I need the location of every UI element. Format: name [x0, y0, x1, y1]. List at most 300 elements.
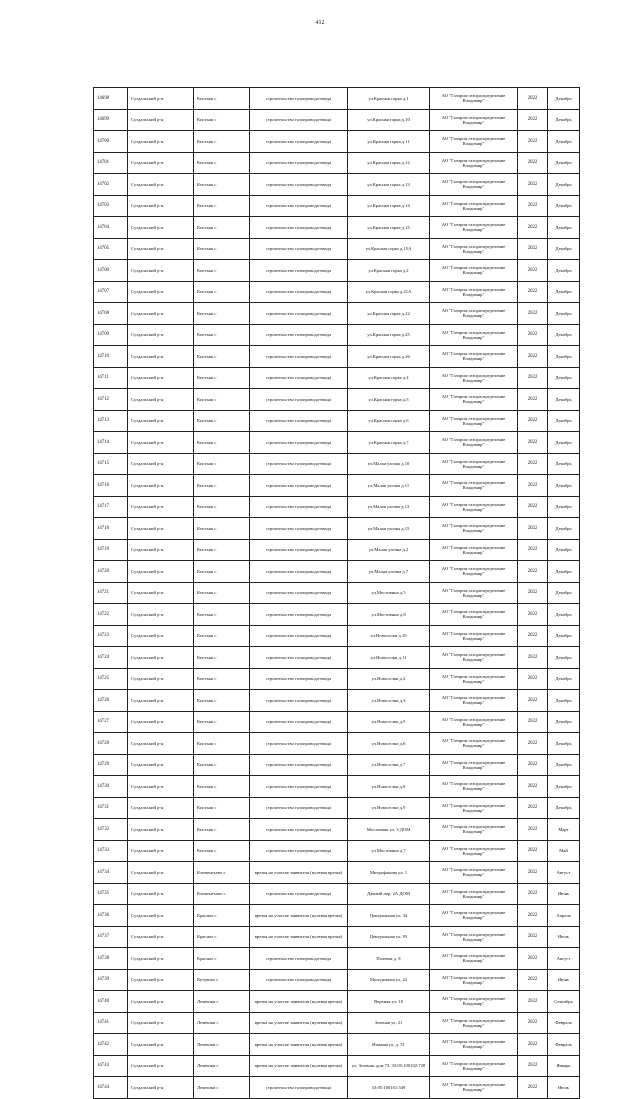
- cell-month: Декабрь: [548, 668, 580, 690]
- cell-district: Суздальский р-н: [128, 496, 194, 518]
- cell-month: Декабрь: [548, 410, 580, 432]
- cell-address: ул.Красная горка д.11: [348, 131, 430, 153]
- cell-address: ул.Красная горка д.25: [348, 324, 430, 346]
- cell-address: ул.Красная горка д.14: [348, 195, 430, 217]
- cell-work: строительство газопровода-ввода: [250, 260, 348, 282]
- cell-organization: АО "Газпром газораспределение Владимир": [430, 109, 518, 131]
- cell-locality: Кистыш с: [194, 776, 250, 798]
- cell-work: строительство газопровода-ввода: [250, 238, 348, 260]
- cell-district: Суздальский р-н: [128, 754, 194, 776]
- cell-organization: АО "Газпром газораспределение Владимир": [430, 905, 518, 927]
- cell-id: 14711: [94, 367, 128, 389]
- cell-work: строительство газопровода-ввода: [250, 88, 348, 110]
- cell-year: 2022: [518, 346, 548, 368]
- cell-organization: АО "Газпром газораспределение Владимир": [430, 582, 518, 604]
- cell-month: Апрель: [548, 905, 580, 927]
- cell-locality: Кистыш с: [194, 324, 250, 346]
- cell-locality: Кистыш с: [194, 668, 250, 690]
- table-row: [94, 883, 580, 905]
- cell-address: ул.Красная горка д.7: [348, 432, 430, 454]
- cell-locality: Кистыш с: [194, 238, 250, 260]
- cell-district: Суздальский р-н: [128, 88, 194, 110]
- cell-district: Суздальский р-н: [128, 561, 194, 583]
- cell-month: Декабрь: [548, 324, 580, 346]
- cell-address: Митрофанова ул, 1: [348, 862, 430, 884]
- cell-address: Дачный пер, 2А ДОМ: [348, 883, 430, 905]
- cell-work: врезка на участке заявителя (нулевая врезка): [250, 1012, 348, 1034]
- cell-year: 2022: [518, 453, 548, 475]
- cell-organization: АО "Газпром газораспределение Владимир": [430, 647, 518, 669]
- cell-work: строительство газопровода-ввода: [250, 324, 348, 346]
- cell-month: Декабрь: [548, 238, 580, 260]
- cell-id: 14734: [94, 862, 128, 884]
- cell-address: ул.Новоселки д.6: [348, 733, 430, 755]
- cell-locality: Красное с: [194, 948, 250, 970]
- cell-district: Суздальский р-н: [128, 174, 194, 196]
- cell-id: 14707: [94, 281, 128, 303]
- cell-work: строительство газопровода-ввода: [250, 539, 348, 561]
- cell-work: врезка на участке заявителя (нулевая врезка): [250, 862, 348, 884]
- cell-locality: Кистыш с: [194, 346, 250, 368]
- table-row: [94, 969, 580, 991]
- cell-year: 2022: [518, 819, 548, 841]
- cell-locality: Кистыш с: [194, 367, 250, 389]
- cell-address: ул.Новоселки д.2: [348, 668, 430, 690]
- cell-address: ул.Красная горка д.2: [348, 260, 430, 282]
- cell-year: 2022: [518, 109, 548, 131]
- cell-organization: АО "Газпром газораспределение Владимир": [430, 862, 518, 884]
- cell-organization: АО "Газпром газораспределение Владимир": [430, 991, 518, 1013]
- cell-work: строительство газопровода-ввода: [250, 518, 348, 540]
- cell-id: 14712: [94, 389, 128, 411]
- table-row: [94, 539, 580, 561]
- cell-address: ул.Новоселки д.9: [348, 797, 430, 819]
- cell-organization: АО "Газпром газораспределение Владимир": [430, 432, 518, 454]
- cell-id: 14744: [94, 1077, 128, 1099]
- cell-organization: АО "Газпром газораспределение Владимир": [430, 1077, 518, 1099]
- table-row: [94, 561, 580, 583]
- cell-district: Суздальский р-н: [128, 1055, 194, 1077]
- cell-year: 2022: [518, 1055, 548, 1077]
- cell-work: строительство газопровода-ввода: [250, 496, 348, 518]
- table-row: [94, 324, 580, 346]
- table-row: [94, 109, 580, 131]
- cell-work: строительство газопровода-ввода: [250, 647, 348, 669]
- cell-locality: Лемешки с: [194, 1077, 250, 1099]
- cell-work: строительство газопровода-ввода: [250, 625, 348, 647]
- cell-year: 2022: [518, 561, 548, 583]
- cell-organization: АО "Газпром газораспределение Владимир": [430, 389, 518, 411]
- cell-work: строительство газопровода-ввода: [250, 281, 348, 303]
- cell-work: строительство газопровода-ввода: [250, 367, 348, 389]
- cell-locality: Кистыш с: [194, 582, 250, 604]
- cell-month: Декабрь: [548, 797, 580, 819]
- cell-year: 2022: [518, 797, 548, 819]
- table-row: [94, 776, 580, 798]
- cell-year: 2022: [518, 260, 548, 282]
- cell-organization: АО "Газпром газораспределение Владимир": [430, 174, 518, 196]
- cell-month: Декабрь: [548, 217, 580, 239]
- cell-month: Декабрь: [548, 432, 580, 454]
- page-number: 412: [315, 20, 325, 26]
- cell-organization: АО "Газпром газораспределение Владимир": [430, 948, 518, 970]
- cell-district: Суздальский р-н: [128, 819, 194, 841]
- table-row: [94, 1077, 580, 1099]
- cell-locality: Кистыш с: [194, 410, 250, 432]
- cell-address: ул.Красная горка д.15: [348, 217, 430, 239]
- cell-month: Июнь: [548, 883, 580, 905]
- cell-locality: Красное с: [194, 926, 250, 948]
- cell-year: 2022: [518, 1012, 548, 1034]
- cell-month: Декабрь: [548, 346, 580, 368]
- cell-address: ул.Мостовина д.5: [348, 582, 430, 604]
- cell-locality: Кистыш с: [194, 88, 250, 110]
- cell-year: 2022: [518, 131, 548, 153]
- cell-id: 14743: [94, 1055, 128, 1077]
- cell-month: Декабрь: [548, 303, 580, 325]
- cell-id: 14724: [94, 647, 128, 669]
- cell-month: Июль: [548, 1077, 580, 1099]
- cell-district: Суздальский р-н: [128, 389, 194, 411]
- cell-work: строительство газопровода-ввода: [250, 797, 348, 819]
- cell-month: Декабрь: [548, 582, 580, 604]
- cell-district: Суздальский р-н: [128, 948, 194, 970]
- cell-locality: Кистыш с: [194, 475, 250, 497]
- cell-district: Суздальский р-н: [128, 410, 194, 432]
- cell-work: строительство газопровода-ввода: [250, 969, 348, 991]
- table-row: [94, 604, 580, 626]
- cell-id: 14726: [94, 690, 128, 712]
- table-row: [94, 410, 580, 432]
- cell-district: Суздальский р-н: [128, 346, 194, 368]
- cell-locality: Лемешки с: [194, 1055, 250, 1077]
- cell-address: ул.Красная горка д.10: [348, 109, 430, 131]
- cell-district: Суздальский р-н: [128, 367, 194, 389]
- table-row: [94, 797, 580, 819]
- cell-district: Суздальский р-н: [128, 905, 194, 927]
- cell-organization: АО "Газпром газораспределение Владимир": [430, 88, 518, 110]
- cell-id: 14721: [94, 582, 128, 604]
- cell-work: строительство газопровода-ввода: [250, 840, 348, 862]
- cell-district: Суздальский р-н: [128, 883, 194, 905]
- cell-locality: Кистыш с: [194, 797, 250, 819]
- cell-work: строительство газопровода-ввода: [250, 389, 348, 411]
- cell-district: Суздальский р-н: [128, 281, 194, 303]
- cell-month: Декабрь: [548, 88, 580, 110]
- cell-district: Суздальский р-н: [128, 776, 194, 798]
- cell-year: 2022: [518, 690, 548, 712]
- cell-id: 14708: [94, 303, 128, 325]
- cell-organization: АО "Газпром газораспределение Владимир": [430, 238, 518, 260]
- cell-locality: Кистыш с: [194, 195, 250, 217]
- cell-work: строительство газопровода-ввода: [250, 410, 348, 432]
- cell-locality: Клементьево с: [194, 883, 250, 905]
- cell-locality: Кистыш с: [194, 819, 250, 841]
- cell-month: Январь: [548, 1055, 580, 1077]
- cell-year: 2022: [518, 948, 548, 970]
- cell-district: Суздальский р-н: [128, 1012, 194, 1034]
- cell-month: Май: [548, 840, 580, 862]
- cell-year: 2022: [518, 152, 548, 174]
- cell-year: 2022: [518, 582, 548, 604]
- cell-id: 14722: [94, 604, 128, 626]
- cell-district: Суздальский р-н: [128, 647, 194, 669]
- cell-year: 2022: [518, 1034, 548, 1056]
- cell-district: Суздальский р-н: [128, 539, 194, 561]
- cell-locality: Кистыш с: [194, 453, 250, 475]
- cell-organization: АО "Газпром газораспределение Владимир": [430, 324, 518, 346]
- cell-district: Суздальский р-н: [128, 733, 194, 755]
- cell-id: 14717: [94, 496, 128, 518]
- cell-district: Суздальский р-н: [128, 862, 194, 884]
- cell-id: 14738: [94, 948, 128, 970]
- cell-year: 2022: [518, 604, 548, 626]
- gas-connection-table: [93, 87, 580, 1099]
- cell-address: Зеленая ул, 21: [348, 1012, 430, 1034]
- cell-organization: АО "Газпром газораспределение Владимир": [430, 926, 518, 948]
- cell-year: 2022: [518, 475, 548, 497]
- cell-id: 14704: [94, 217, 128, 239]
- cell-address: ул.Красная горка д.4: [348, 367, 430, 389]
- cell-work: строительство газопровода-ввода: [250, 690, 348, 712]
- cell-year: 2022: [518, 647, 548, 669]
- cell-district: Суздальский р-н: [128, 475, 194, 497]
- cell-month: Декабрь: [548, 475, 580, 497]
- cell-work: врезка на участке заявителя (нулевая врезка): [250, 926, 348, 948]
- cell-district: Суздальский р-н: [128, 217, 194, 239]
- cell-id: 14714: [94, 432, 128, 454]
- cell-work: врезка на участке заявителя (нулевая врезка): [250, 905, 348, 927]
- cell-district: Суздальский р-н: [128, 518, 194, 540]
- cell-year: 2022: [518, 840, 548, 862]
- cell-address: ул.Новоселки д.5: [348, 711, 430, 733]
- table-row: [94, 496, 580, 518]
- cell-year: 2022: [518, 733, 548, 755]
- cell-locality: Кистыш с: [194, 518, 250, 540]
- cell-id: 14698: [94, 88, 128, 110]
- cell-locality: Кистыш с: [194, 604, 250, 626]
- cell-address: ул.Новоселки д.3: [348, 690, 430, 712]
- cell-month: Декабрь: [548, 539, 580, 561]
- cell-month: Декабрь: [548, 367, 580, 389]
- cell-address: ул.Красная горка д.15А: [348, 238, 430, 260]
- cell-locality: Лемешки с: [194, 1034, 250, 1056]
- cell-organization: АО "Газпром газораспределение Владимир": [430, 625, 518, 647]
- cell-district: Суздальский р-н: [128, 926, 194, 948]
- cell-address: ул.Красная горка д.5: [348, 389, 430, 411]
- cell-work: строительство газопровода-ввода: [250, 131, 348, 153]
- cell-locality: Кистыш с: [194, 733, 250, 755]
- table-row: [94, 475, 580, 497]
- cell-district: Суздальский р-н: [128, 432, 194, 454]
- cell-organization: АО "Газпром газораспределение Владимир": [430, 776, 518, 798]
- cell-id: 14710: [94, 346, 128, 368]
- cell-district: Суздальский р-н: [128, 840, 194, 862]
- cell-year: 2022: [518, 776, 548, 798]
- cell-work: строительство газопровода-ввода: [250, 668, 348, 690]
- cell-organization: АО "Газпром газораспределение Владимир": [430, 195, 518, 217]
- cell-year: 2022: [518, 195, 548, 217]
- table-row: [94, 711, 580, 733]
- cell-district: Суздальский р-н: [128, 797, 194, 819]
- cell-month: Март: [548, 819, 580, 841]
- table-row: [94, 582, 580, 604]
- cell-district: Суздальский р-н: [128, 711, 194, 733]
- cell-id: 14723: [94, 625, 128, 647]
- cell-locality: Кистыш с: [194, 561, 250, 583]
- cell-id: 14733: [94, 840, 128, 862]
- cell-district: Суздальский р-н: [128, 1034, 194, 1056]
- cell-work: строительство газопровода-ввода: [250, 432, 348, 454]
- cell-organization: АО "Газпром газораспределение Владимир": [430, 969, 518, 991]
- cell-year: 2022: [518, 1077, 548, 1099]
- cell-id: 14735: [94, 883, 128, 905]
- cell-organization: АО "Газпром газораспределение Владимир": [430, 475, 518, 497]
- cell-id: 14720: [94, 561, 128, 583]
- cell-work: строительство газопровода-ввода: [250, 604, 348, 626]
- cell-locality: Кистыш с: [194, 647, 250, 669]
- cell-work: строительство газопровода-ввода: [250, 582, 348, 604]
- table-row: [94, 389, 580, 411]
- cell-district: Суздальский р-н: [128, 991, 194, 1013]
- cell-year: 2022: [518, 367, 548, 389]
- cell-month: Декабрь: [548, 604, 580, 626]
- cell-organization: АО "Газпром газораспределение Владимир": [430, 840, 518, 862]
- table-row: [94, 453, 580, 475]
- cell-locality: Кистыш с: [194, 432, 250, 454]
- cell-address: ул.Малая улочка д.13: [348, 496, 430, 518]
- cell-id: 14739: [94, 969, 128, 991]
- cell-year: 2022: [518, 432, 548, 454]
- cell-organization: АО "Газпром газораспределение Владимир": [430, 260, 518, 282]
- cell-work: строительство газопровода-ввода: [250, 109, 348, 131]
- table-row: [94, 668, 580, 690]
- cell-year: 2022: [518, 969, 548, 991]
- cell-id: 14709: [94, 324, 128, 346]
- cell-month: Август: [548, 862, 580, 884]
- cell-address: ул.Красная горка д.13: [348, 174, 430, 196]
- cell-district: Суздальский р-н: [128, 195, 194, 217]
- cell-work: строительство газопровода-ввода: [250, 883, 348, 905]
- cell-month: Декабрь: [548, 152, 580, 174]
- cell-address: ул.Новоселки д.11: [348, 647, 430, 669]
- cell-district: Суздальский р-н: [128, 453, 194, 475]
- cell-month: Декабрь: [548, 733, 580, 755]
- cell-work: строительство газопровода-ввода: [250, 475, 348, 497]
- table-row: [94, 733, 580, 755]
- table-row: [94, 217, 580, 239]
- table-row: [94, 819, 580, 841]
- cell-year: 2022: [518, 496, 548, 518]
- cell-district: Суздальский р-н: [128, 690, 194, 712]
- cell-id: 14727: [94, 711, 128, 733]
- cell-work: врезка на участке заявителя (нулевая врезка): [250, 1055, 348, 1077]
- cell-id: 14703: [94, 195, 128, 217]
- cell-id: 14701: [94, 152, 128, 174]
- cell-id: 14731: [94, 797, 128, 819]
- cell-id: 14742: [94, 1034, 128, 1056]
- cell-work: строительство газопровода-ввода: [250, 776, 348, 798]
- cell-organization: АО "Газпром газораспределение Владимир": [430, 346, 518, 368]
- cell-month: Июль: [548, 926, 580, 948]
- cell-id: 14725: [94, 668, 128, 690]
- table-row: [94, 367, 580, 389]
- cell-address: ул.Малая улочка д.7: [348, 561, 430, 583]
- cell-month: Декабрь: [548, 754, 580, 776]
- cell-id: 14706: [94, 260, 128, 282]
- cell-id: 14699: [94, 109, 128, 131]
- table-row: [94, 88, 580, 110]
- cell-work: строительство газопровода-ввода: [250, 453, 348, 475]
- cell-locality: Кутуково с: [194, 969, 250, 991]
- cell-address: Молодежная ул, 22: [348, 969, 430, 991]
- cell-locality: Кистыш с: [194, 152, 250, 174]
- cell-year: 2022: [518, 88, 548, 110]
- cell-work: строительство газопровода-ввода: [250, 733, 348, 755]
- table-row: [94, 948, 580, 970]
- table-row: [94, 174, 580, 196]
- cell-locality: Кистыш с: [194, 217, 250, 239]
- cell-id: 14740: [94, 991, 128, 1013]
- cell-year: 2022: [518, 862, 548, 884]
- cell-organization: АО "Газпром газораспределение Владимир": [430, 496, 518, 518]
- cell-year: 2022: [518, 281, 548, 303]
- cell-work: строительство газопровода-ввода: [250, 303, 348, 325]
- cell-month: Декабрь: [548, 647, 580, 669]
- cell-address: ул.Красная горка д.1: [348, 88, 430, 110]
- cell-month: Декабрь: [548, 518, 580, 540]
- table-row: [94, 518, 580, 540]
- table-row: [94, 926, 580, 948]
- cell-id: 14718: [94, 518, 128, 540]
- cell-district: Суздальский р-н: [128, 131, 194, 153]
- cell-address: Центральная ул, 93: [348, 926, 430, 948]
- cell-address: ул.Мостовина д.8: [348, 604, 430, 626]
- cell-organization: АО "Газпром газораспределение Владимир": [430, 561, 518, 583]
- cell-organization: АО "Газпром газораспределение Владимир": [430, 539, 518, 561]
- cell-year: 2022: [518, 410, 548, 432]
- cell-organization: АО "Газпром газораспределение Владимир": [430, 604, 518, 626]
- cell-locality: Кистыш с: [194, 174, 250, 196]
- cell-month: Декабрь: [548, 389, 580, 411]
- cell-id: 14741: [94, 1012, 128, 1034]
- cell-work: строительство газопровода-ввода: [250, 561, 348, 583]
- cell-locality: Кистыш с: [194, 281, 250, 303]
- cell-address: ул.Мостовина д.7: [348, 840, 430, 862]
- table-row: [94, 303, 580, 325]
- cell-work: строительство газопровода-ввода: [250, 754, 348, 776]
- cell-month: Декабрь: [548, 109, 580, 131]
- cell-month: Декабрь: [548, 561, 580, 583]
- cell-work: строительство газопровода-ввода: [250, 174, 348, 196]
- table-row: [94, 754, 580, 776]
- cell-work: строительство газопровода-ввода: [250, 948, 348, 970]
- cell-work: строительство газопровода-ввода: [250, 1077, 348, 1099]
- cell-work: врезка на участке заявителя (нулевая врезка): [250, 1034, 348, 1056]
- cell-organization: АО "Газпром газораспределение Владимир": [430, 367, 518, 389]
- cell-id: 14730: [94, 776, 128, 798]
- cell-organization: АО "Газпром газораспределение Владимир": [430, 797, 518, 819]
- table-row: [94, 432, 580, 454]
- cell-district: Суздальский р-н: [128, 604, 194, 626]
- cell-month: Декабрь: [548, 195, 580, 217]
- table-row: [94, 690, 580, 712]
- cell-organization: АО "Газпром газораспределение Владимир": [430, 1034, 518, 1056]
- cell-month: Декабрь: [548, 625, 580, 647]
- cell-address: Верхняя ул, 18: [348, 991, 430, 1013]
- cell-id: 14702: [94, 174, 128, 196]
- table-row: [94, 1034, 580, 1056]
